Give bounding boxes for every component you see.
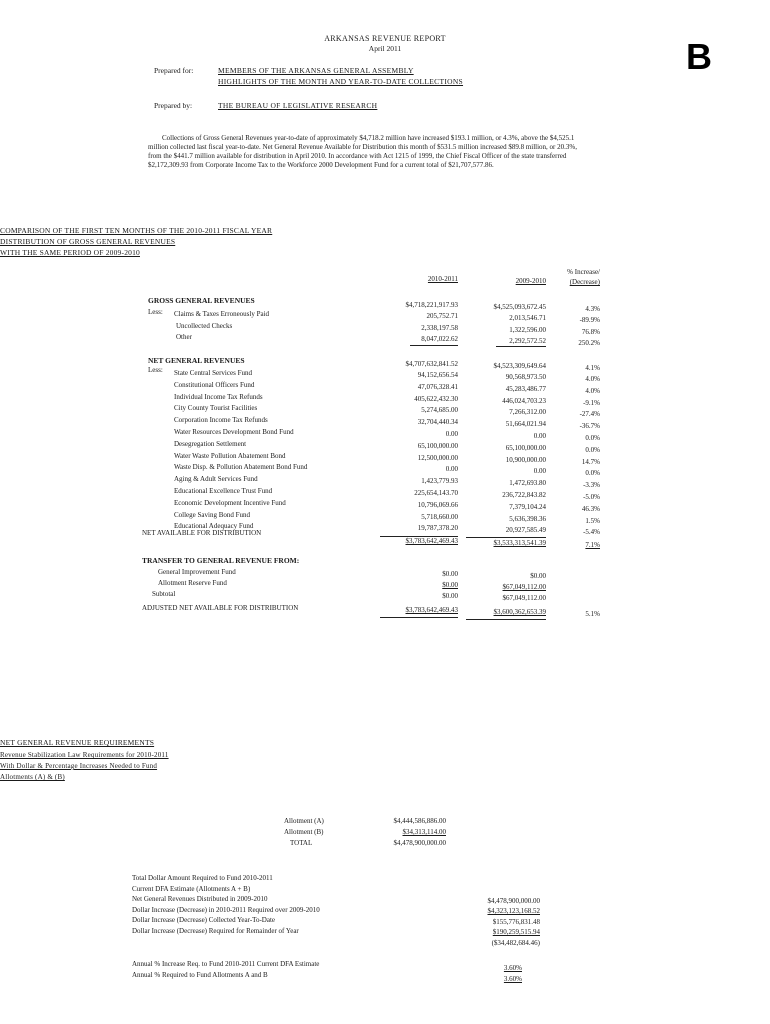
less-row-2009-2010: 2,292,572.52 bbox=[509, 337, 546, 345]
deduction-row-pct: -5.0% bbox=[583, 493, 600, 501]
requirement-row-value: $4,478,900,000.00 bbox=[487, 896, 540, 905]
subtotal-rule-1 bbox=[410, 345, 458, 346]
deduction-row-2010-2011: 0.00 bbox=[445, 430, 458, 438]
less-row-2009-2010: 2,013,546.71 bbox=[509, 314, 546, 322]
adjusted-2009-2010: $3,600,362,653.39 bbox=[493, 608, 546, 616]
deduction-row-pct: -3.3% bbox=[583, 481, 600, 490]
deduction-row-2009-2010: 20,927,585.49 bbox=[505, 526, 546, 535]
deduction-row-label: Waste Disp. & Pollution Abatement Bond Fund bbox=[174, 463, 308, 472]
deduction-row-2009-2010: 0.00 bbox=[533, 467, 546, 476]
pct-requirement-label: Annual % Increase Req. to Fund 2010-2011 Current DFA Estimate bbox=[132, 960, 320, 968]
net-available-2009-2010: $3,533,313,541.39 bbox=[493, 539, 546, 547]
comparison-title-3: WITH THE SAME PERIOD OF 2009-2010 bbox=[0, 248, 140, 257]
net-revenues-label: NET GENERAL REVENUES bbox=[148, 356, 245, 365]
deduction-row-label: Economic Development Incentive Fund bbox=[174, 498, 286, 507]
deduction-row-2010-2011: 65,100,000.00 bbox=[417, 441, 458, 450]
deduction-row-label: Educational Excellence Trust Fund bbox=[174, 487, 273, 495]
deduction-row-pct: -9.1% bbox=[583, 398, 600, 407]
less-row-pct: -89.9% bbox=[579, 316, 600, 324]
deduction-row-2010-2011: 225,654,143.70 bbox=[414, 489, 458, 497]
subtotal-rule-2 bbox=[496, 346, 546, 347]
allotment-a-label: Allotment (A) bbox=[284, 817, 324, 825]
gross-2009-2010: $4,525,093,672.45 bbox=[493, 303, 546, 311]
less-row-2010-2011: 205,752.71 bbox=[426, 312, 458, 320]
pct-requirement-value: 3.60% bbox=[503, 975, 522, 983]
less-row-2010-2011: 8,047,022.62 bbox=[421, 335, 458, 343]
transfer-label: TRANSFER TO GENERAL REVENUE FROM: bbox=[142, 556, 300, 565]
deduction-row-2010-2011: 19,787,378.20 bbox=[417, 524, 458, 533]
deduction-row-2009-2010: 10,900,000.00 bbox=[505, 455, 546, 464]
requirement-row-label: Dollar Increase (Decrease) Collected Year-To-Date bbox=[132, 916, 275, 924]
total-value: $4,478,900,000.00 bbox=[393, 839, 446, 847]
prepared-by-value: THE BUREAU OF LEGISLATIVE RESEARCH bbox=[218, 101, 378, 110]
deduction-row-2009-2010: 65,100,000.00 bbox=[505, 443, 546, 452]
gross-revenues-label: GROSS GENERAL REVENUES bbox=[148, 296, 255, 305]
prepared-for-line-1: MEMBERS OF THE ARKANSAS GENERAL ASSEMBLY bbox=[218, 66, 414, 75]
requirement-row-value: $155,776,831.48 bbox=[492, 917, 540, 926]
less-label: Less: bbox=[148, 308, 163, 316]
report-title: ARKANSAS REVENUE REPORT bbox=[324, 34, 446, 43]
report-date: April 2011 bbox=[368, 44, 402, 53]
adjusted-2010-2011: $3,783,642,469.43 bbox=[405, 606, 458, 614]
less-row-2009-2010: 1,322,596.00 bbox=[509, 326, 546, 334]
less-row-pct: 76.8% bbox=[581, 328, 600, 336]
deduction-row-label: Constitutional Officers Fund bbox=[174, 380, 255, 389]
deduction-row-2009-2010: 0.00 bbox=[533, 432, 546, 440]
section-letter-badge: B bbox=[686, 36, 712, 77]
deduction-row-2010-2011: 47,076,328.41 bbox=[417, 382, 458, 391]
net-2009-2010: $4,523,309,649.64 bbox=[493, 362, 546, 370]
deduction-row-2009-2010: 1,472,693.80 bbox=[509, 479, 546, 488]
adjusted-double-rule-1 bbox=[380, 617, 458, 618]
deduction-row-2009-2010: 7,266,312.00 bbox=[509, 408, 546, 417]
gross-pct: 4.3% bbox=[585, 305, 600, 313]
requirement-row-label: Total Dollar Amount Required to Fund 2010-2011 bbox=[132, 874, 273, 882]
requirement-row-value: ($34,482,684.46) bbox=[491, 938, 540, 947]
deduction-row-pct: 0.0% bbox=[585, 469, 600, 478]
deduction-row-2010-2011: 5,718,660.00 bbox=[421, 512, 458, 521]
transfer-row-2009-2010: $67,049,112.00 bbox=[502, 583, 546, 591]
requirement-row-value: $190,259,515.94 bbox=[492, 928, 540, 936]
pct-requirement-value: 3.60% bbox=[503, 964, 522, 972]
deduction-row-label: Water Resources Development Bond Fund bbox=[174, 428, 294, 436]
deduction-row-pct: -27.4% bbox=[579, 410, 600, 419]
requirement-row-value: $4,323,123,168.52 bbox=[487, 907, 540, 915]
net-available-2010-2011: $3,783,642,469.43 bbox=[405, 537, 458, 545]
requirement-row-label: Dollar Increase (Decrease) Required for Remainder of Year bbox=[132, 926, 299, 935]
deduction-row-label: Water Waste Pollution Abatement Bond bbox=[174, 451, 286, 460]
prepared-for-label: Prepared for: bbox=[154, 66, 194, 75]
transfer-row-2009-2010: $0.00 bbox=[530, 572, 546, 580]
col-header-2009-2010: 2009-2010 bbox=[515, 277, 546, 285]
deduction-row-label: College Saving Bond Fund bbox=[174, 510, 251, 519]
prepared-for-line-2: HIGHLIGHTS OF THE MONTH AND YEAR-TO-DATE COLLECTIONS bbox=[218, 77, 464, 86]
allotment-b-label: Allotment (B) bbox=[284, 828, 324, 836]
net-available-label: NET AVAILABLE FOR DISTRIBUTION bbox=[142, 529, 262, 537]
requirements-title-3: With Dollar & Percentage Increases Needed to Fund bbox=[0, 762, 158, 770]
less-row-pct: 250.2% bbox=[578, 339, 600, 347]
deduction-row-2009-2010: 7,379,104.24 bbox=[509, 502, 546, 511]
requirement-row-label: Dollar Increase (Decrease) in 2010-2011 Required over 2009-2010 bbox=[132, 905, 320, 914]
avail-rule-2 bbox=[466, 537, 546, 538]
deduction-row-2010-2011: 1,423,779.93 bbox=[421, 477, 458, 486]
transfer-row-label: Allotment Reserve Fund bbox=[158, 579, 227, 587]
deduction-row-pct: 4.0% bbox=[585, 375, 600, 383]
transfer-row-label: General Improvement Fund bbox=[158, 568, 236, 576]
comparison-title-1: COMPARISON OF THE FIRST TEN MONTHS OF THE 2010-2011 FISCAL YEAR bbox=[0, 226, 273, 235]
requirement-row-label: Net General Revenues Distributed in 2009-2010 bbox=[132, 895, 268, 903]
deduction-row-label: City County Tourist Facilities bbox=[174, 404, 258, 413]
pct-requirement-label: Annual % Required to Fund Allotments A and B bbox=[132, 971, 268, 979]
deduction-row-pct: 14.7% bbox=[581, 457, 600, 466]
deduction-row-pct: -5.4% bbox=[583, 528, 600, 537]
deduction-row-pct: 0.0% bbox=[585, 445, 600, 454]
transfer-row-label: Subtotal bbox=[152, 590, 176, 598]
deduction-row-2010-2011: 405,622,432.30 bbox=[414, 394, 458, 403]
deduction-row-label: Individual Income Tax Refunds bbox=[174, 392, 263, 401]
deduction-row-2010-2011: 0.00 bbox=[445, 465, 458, 474]
deduction-row-2010-2011: 32,704,440.34 bbox=[417, 418, 458, 427]
net-less-label: Less: bbox=[148, 366, 163, 374]
deduction-row-2009-2010: 51,664,021.94 bbox=[505, 420, 546, 429]
deduction-row-2010-2011: 94,152,656.54 bbox=[417, 371, 458, 379]
col-header-pct-line2: (Decrease) bbox=[569, 278, 600, 286]
deduction-row-pct: -36.7% bbox=[579, 422, 600, 431]
adjusted-pct: 5.1% bbox=[585, 610, 600, 618]
deduction-row-2009-2010: 446,024,703.23 bbox=[502, 396, 546, 405]
deduction-row-2009-2010: 90,568,973.50 bbox=[505, 373, 546, 381]
requirements-title-1: NET GENERAL REVENUE REQUIREMENTS bbox=[0, 738, 155, 747]
requirements-title-2: Revenue Stabilization Law Requirements for 2010-2011 bbox=[0, 751, 169, 759]
col-header-pct-line1: % Increase/ bbox=[567, 268, 600, 276]
comparison-title-2: DISTRIBUTION OF GROSS GENERAL REVENUES bbox=[0, 237, 176, 246]
deduction-row-pct: 1.5% bbox=[585, 516, 600, 525]
deduction-row-2009-2010: 5,636,398.36 bbox=[509, 514, 546, 523]
net-2010-2011: $4,707,632,841.52 bbox=[405, 360, 458, 368]
adjusted-double-rule-2 bbox=[466, 619, 546, 620]
prepared-by-label: Prepared by: bbox=[154, 101, 193, 110]
deduction-row-pct: 0.0% bbox=[585, 434, 600, 442]
transfer-row-2010-2011: $0.00 bbox=[442, 570, 458, 578]
deduction-row-label: Aging & Adult Services Fund bbox=[174, 475, 258, 484]
allotment-b-value: $34,313,114.00 bbox=[402, 828, 446, 836]
deduction-row-2010-2011: 12,500,000.00 bbox=[417, 453, 458, 462]
deduction-row-2010-2011: 5,274,685.00 bbox=[421, 406, 458, 415]
adjusted-net-label: ADJUSTED NET AVAILABLE FOR DISTRIBUTION bbox=[142, 604, 299, 612]
transfer-row-2009-2010: $67,049,112.00 bbox=[502, 594, 546, 602]
deduction-row-label: Educational Adequacy Fund bbox=[174, 522, 254, 531]
net-pct: 4.1% bbox=[585, 364, 600, 372]
allotment-a-value: $4,444,586,886.00 bbox=[393, 817, 446, 825]
less-row-label: Claims & Taxes Erroneously Paid bbox=[174, 310, 270, 318]
deduction-row-2009-2010: 45,283,486.77 bbox=[505, 384, 546, 393]
less-row-label: Uncollected Checks bbox=[176, 322, 233, 330]
deduction-row-label: Corporation Income Tax Refunds bbox=[174, 416, 268, 425]
deduction-row-2009-2010: 236,722,843.82 bbox=[502, 491, 546, 499]
transfer-row-2010-2011: $0.00 bbox=[442, 581, 458, 589]
less-row-2010-2011: 2,338,197.58 bbox=[421, 324, 458, 332]
gross-2010-2011: $4,718,221,917.93 bbox=[405, 301, 458, 309]
transfer-row-2010-2011: $0.00 bbox=[442, 592, 458, 600]
deduction-row-pct: 4.0% bbox=[585, 386, 600, 395]
deduction-row-label: Desegregation Settlement bbox=[174, 439, 247, 448]
deduction-row-pct: 46.3% bbox=[581, 504, 600, 513]
deduction-row-label: State Central Services Fund bbox=[174, 369, 252, 377]
net-available-pct: 7.1% bbox=[585, 541, 600, 549]
requirements-title-4: Allotments (A) & (B) bbox=[0, 773, 65, 781]
less-row-label: Other bbox=[176, 333, 192, 341]
requirement-row-label: Current DFA Estimate (Allotments A + B) bbox=[132, 884, 251, 893]
summary-paragraph: Collections of Gross General Revenues year-to-date of approximately $4,718.2 million have increased $193.1 million, or 4.3%, above the $4,525.1 million collected last fiscal year-to-date. Net General Revenue Available for Distribution this month of $531.5 million increased $89.8 million, or 20.3%, from the $441.7 million available for distribution in April 2010. In accordance with Act 1215 of 1999, the Chief Fiscal Officer of the state transferred $2,172,309.93 from Corporate Income Tax to the Workforce 2000 Development Fund for a current total of $21,707,577.86. bbox=[148, 134, 577, 169]
deduction-row-2010-2011: 10,796,069.66 bbox=[417, 500, 458, 509]
total-label: TOTAL bbox=[290, 839, 313, 847]
col-header-2010-2011: 2010-2011 bbox=[427, 275, 458, 283]
